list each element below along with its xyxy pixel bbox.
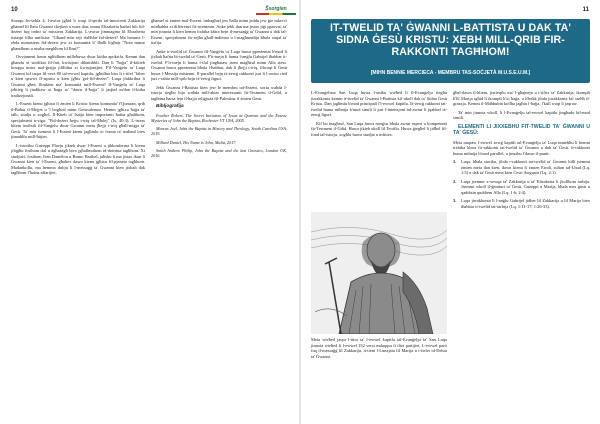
right-col2-paragraph: Ta' min jinnota wkoll, li l-Evanġelju tal-ewwel kapitlu jingħadu bil-mod simili.: [453, 109, 590, 120]
left-col1-paragraph: L-Esseni kienu jgħixu fi żmien li Kristu: kienu komunita' f'Qumran, qrib il-Baħar il-Mejjet u 'l bogħod minn Ġerusalemm. Hemm jgħixu ħajja ta' talb, studju u xogħol. Il-Ktieb ta' Isaija kien importanti ħafna għalihom, speċjalment ir-riga: "Fid-deżert ħejju t-triq tal-Mulej" (Is. 40:3). L-istess kliem insibuh fil-Vanġelu dwar Ġwanni meta jħejji t-triq għall-miġja ta' Ġesù. Ta' min isemmi li l-Esseni kienu jagħmlu xi forma ta' maħsul biex jitnaddfu mill-ħtijiet.: [11, 101, 145, 139]
right-column-2: [453, 90, 590, 420]
bibliography-entry: Feather Robert, The Secret Initiation of Jesus at Qumran and the Essene Mysteries of John the Baptist, Rochester VT USA, 2005.: [151, 112, 287, 123]
list-item-text: Luqa jirrakkonta li l-anġlu Gabrijel jidher lil Zakkarija u lil Marija biex iħabbar it-twelid tat-tarbija (Lq. 1:11-17; 1:26-33).: [461, 198, 590, 209]
left-col2-paragraph: Anke it-twelid ta' Ġwanni fil-Vanġelu ta' Luqa huwa ppreżentat b'mod li jixbah ħafna lit-twelid ta' Ġesù. F'it-tnejn li huma l-anġlu Gabrijel iħabbar it-twelid. F'it-tnejn li huma t-tfal jingħataw isem magħżul minn Alla stess. Ġwanni huwa ppreżentat bħala l-ħabbar, dak li jħejji t-triq, filwaqt li Ġesù huwa l-Messija mistenni. Il-parallel bejn iż-żewġ rakkonti juri li l-awtur ried juri r-rabta mill-qrib bejn iż-żewġ figuri.: [151, 48, 287, 81]
photo-caption: Meta wieħed jaqra l-ittra ta' l-ewwel kapitlu tal-Evanġelju ta' San Luqa jinnota wieħed li l-ewwel 152 versi mdaqqsa fi tliet partijiet. L-ewwel parti fuq il-messaġġ lil Zakkarija, it-tieni l-Lunzjata lil Marija u t-tielet id-Dehra ta' Ġwanni.: [311, 337, 447, 359]
article-title: IT-TWELID TA' ĠWANNI L-BATTISTA U DAK TA' SIDNA ĠESÙ KRISTU: XEBH MILL-QRIB FIR-RAKKONTI TAGĦHOM!: [330, 22, 571, 59]
list-item-text: Luqa, bħala storiku, jibda r-rakkonti tat-twelid ta' Ġwanni billi jsemmi żmien meta dan kien, dawn kienu fi żmien Erodi, sultan tal-Lhud (Lq. 1:5) u dak ta' Ġesù meta kien Ċesri Awgustu (Lq. 2:1).: [461, 159, 590, 175]
masthead-flag-bar: [256, 13, 296, 15]
bibliography-entry: Marcus Joel, John the Baptist in History and Theology, South Carolina USA, 2019.: [151, 126, 287, 137]
left-page-number: 10: [11, 7, 18, 13]
section-heading: ELEMENTI LI JIXXEBHU FIT-TWELID TA' ĠWANNI U TA' ĠESÙ:: [453, 123, 590, 136]
list-item: [453, 179, 590, 196]
left-col2-paragraph: Jekk Ġwanni l-Battista kien jew le membru tal-Esseni, xorta waħda l-istorja tiegħu hija waħda mill-aktar interessanti fit-Testment il-Ġdid, u tagħtina ħarsa lejn il-ħajja reliġjuża fil-Palestina fi żmien Ġesù.: [151, 84, 287, 101]
right-col2-paragraph: ġħal-dawn il-kliem, jixtieqilu ma' l-għajnejn u t-tiftix ta' Zakkarija; tkompli b'lil Marija tgħid li tkompli b'xi ħaġa, u b'hekk jibda jirrakkonta kif sseħħ il-grazzja. Kemm il-Maħbubin kollha jagħtu l-ħajja, f'kull waqt li jaqraw.: [453, 90, 590, 106]
masthead-text: Ŝsorgien: [265, 6, 287, 12]
left-col1-paragraph: L-istoriku Ġużeppi Flavju jikteb dwar l-Esseni u jikkonferma li kienu jilqgħu fosthom tfal u żgħażagħ biex jgħallmuhom id-dottrina tagħhom. Xi studjużi, fosthom Jean Daniélou u Bruno Barthel, jaħsbu li ma jistax ikun li Ġwanni kien ta' l-Esseni, għaliex dawn kienu jgħixu fil-pjaneta tagħhom. Madankollu, ma hemmx dubju li l-messaġġ ta' Ġwanni kien jixbah dak tagħhom f'ħafna affarijiet.: [11, 142, 145, 175]
section-intro: Meta naqraw l-ewwel żewġ kapitli tal-Evanġelju ta' Luqa nintebħu li hemm tixbiha kbira fir-rakkonti tat-twelid ta' Ġwanni u dak ta' Ġesù. Ir-rakkonti huma mibnija b'mod parallel, u jinsabu f'dawn il-punti:: [453, 139, 590, 156]
left-column-1: [11, 18, 145, 416]
john-baptist-engraving: [311, 212, 447, 334]
list-item-number: 2.: [453, 178, 457, 184]
engraving-illustration: [311, 212, 447, 334]
right-col1-paragraph: L-Evanġelista San Luqa huwa l-uniku wieħed li fl-Evanġelju tiegħu jirrakkonta kemm it-twelid ta' Ġwanni l-Battista kif ukoll dak ta' Sidna Ġesù Kristu. Dan jagħmlu b'mod prinċipali f'l-ewwel kapitlu. Iż-żewġ rakkonti tat-twelid huma mibnija b'mod simili li juri l-intenzjoni tal-awtur li jqabbel iż-żewġ figuri.: [311, 90, 447, 117]
bibliography-heading: Bibljografija: [156, 104, 184, 109]
right-page-number: 11: [582, 7, 589, 13]
left-col1-paragraph: Soraqu fis-sekla 4, l-awtur jgħid li waqt il-qerda tal-innoċenti Zakkarija għamel lil Ibnu Ġwanni ċkejken u wara dan, omnu Elizabetta ħarbet bih fid-deżert fuq ordni ta' missieru Zakkarija. L-awtur jimmagina lil Elizabetta tistaqsi lilha nnifisha: "Għand min sejt tfaħħlar fid-deżert? Ma hemmx l-ebda monasteru fid-deżert jew xi komunità li' tħalli b'għajr "Nota mmur għandhom u nistħa meghħom lil Ibni?": [11, 18, 145, 51]
bibliography-entry: Smith Andrew Philip, John the Baptist and the last Gnostics, London UK, 2016.: [151, 147, 287, 159]
bibliography-entry: Millard Daniel, His Name is John, Malta, 2017.: [156, 139, 237, 145]
masthead-logo: [256, 5, 296, 15]
left-column-2: [151, 18, 287, 416]
list-item-number: 1.: [453, 159, 457, 164]
left-col1-paragraph: Ovvjament hawn ngħidhom milleħuwa dwar kittba apokrifa. Kemm dan għandu xi sinifikat fil-fatt, kwistjoni dibattibbli. Dan li "ħajja" il-kittieb bosqqu tmiss mal-ġrajja jiftħilna xi kwistjonijiet. F'il-Vanġelu ta' Luqa Ġwanni kif taqra fil-verż 80 tal-ewwel kapitlu, jgħidlna biss li t-tifel "kiber u kien qawwi fl-ispirtu u kien jgħix ġol-fid-deżert". Luqa jfakkrilna li Ġwanni għex flimkien ma' komunità mill-Esseni? Il-Vanġelu ta' Luqa jeħtieġ li jindikaw xi ħaġa ta' "dawn il-ħajja" li jaqbel m'dan il-kitba tradizzjonali.: [11, 54, 145, 98]
numbered-list: [453, 159, 590, 209]
right-column-1: [311, 90, 447, 210]
list-item-text: Luqa jsemmi x-xewqa ta' Zakkarija u ta' Elizabetta li jkollhom tarbija. Jsemmi wkoll il-ġenituri ta' Ġesù, Ġużeppi u Marija, bħala nies ġusti u qaddisin quddiem Alla (Lq. 1:6; 2:4).: [461, 178, 590, 195]
list-item: [453, 159, 590, 176]
article-byline: [MIHN BENNIE MERCIECA - MEMBRU TAS-SOĊJETÀ M.U.S.E.U.M.]: [370, 70, 531, 76]
left-col2-paragraph: għamel xi żmien mal-Esseni, imbagħad jew ħalla minn jeddu jew ġie mkeċċi minħabba xi differenzi fit-twemmin. Anke jekk dan ma jistax jiġi ppruvat, ta' min jinnota li kien hemm tixbiha kbira bejn il-messaġġ ta' Ġwanni u dak tal-Esseni, speċjalment fis-sejħa għall-indiema u l-magħmudija bħala sinjal ta' tisfija.: [151, 18, 287, 45]
list-item-number: 3.: [453, 198, 457, 203]
right-col1-paragraph: Kif hu magħruf, San Luqa huwa meqjus bħala awtur espert u kompetenti fit-Testment il-Ġdid. Huwa jikteb ukoll lil Teofilu. Huwa ġiegħel li jidħol fil-fond tal-istorja, xogħlu huwa studjat u mfittex.: [311, 120, 447, 137]
list-item: [453, 198, 590, 209]
